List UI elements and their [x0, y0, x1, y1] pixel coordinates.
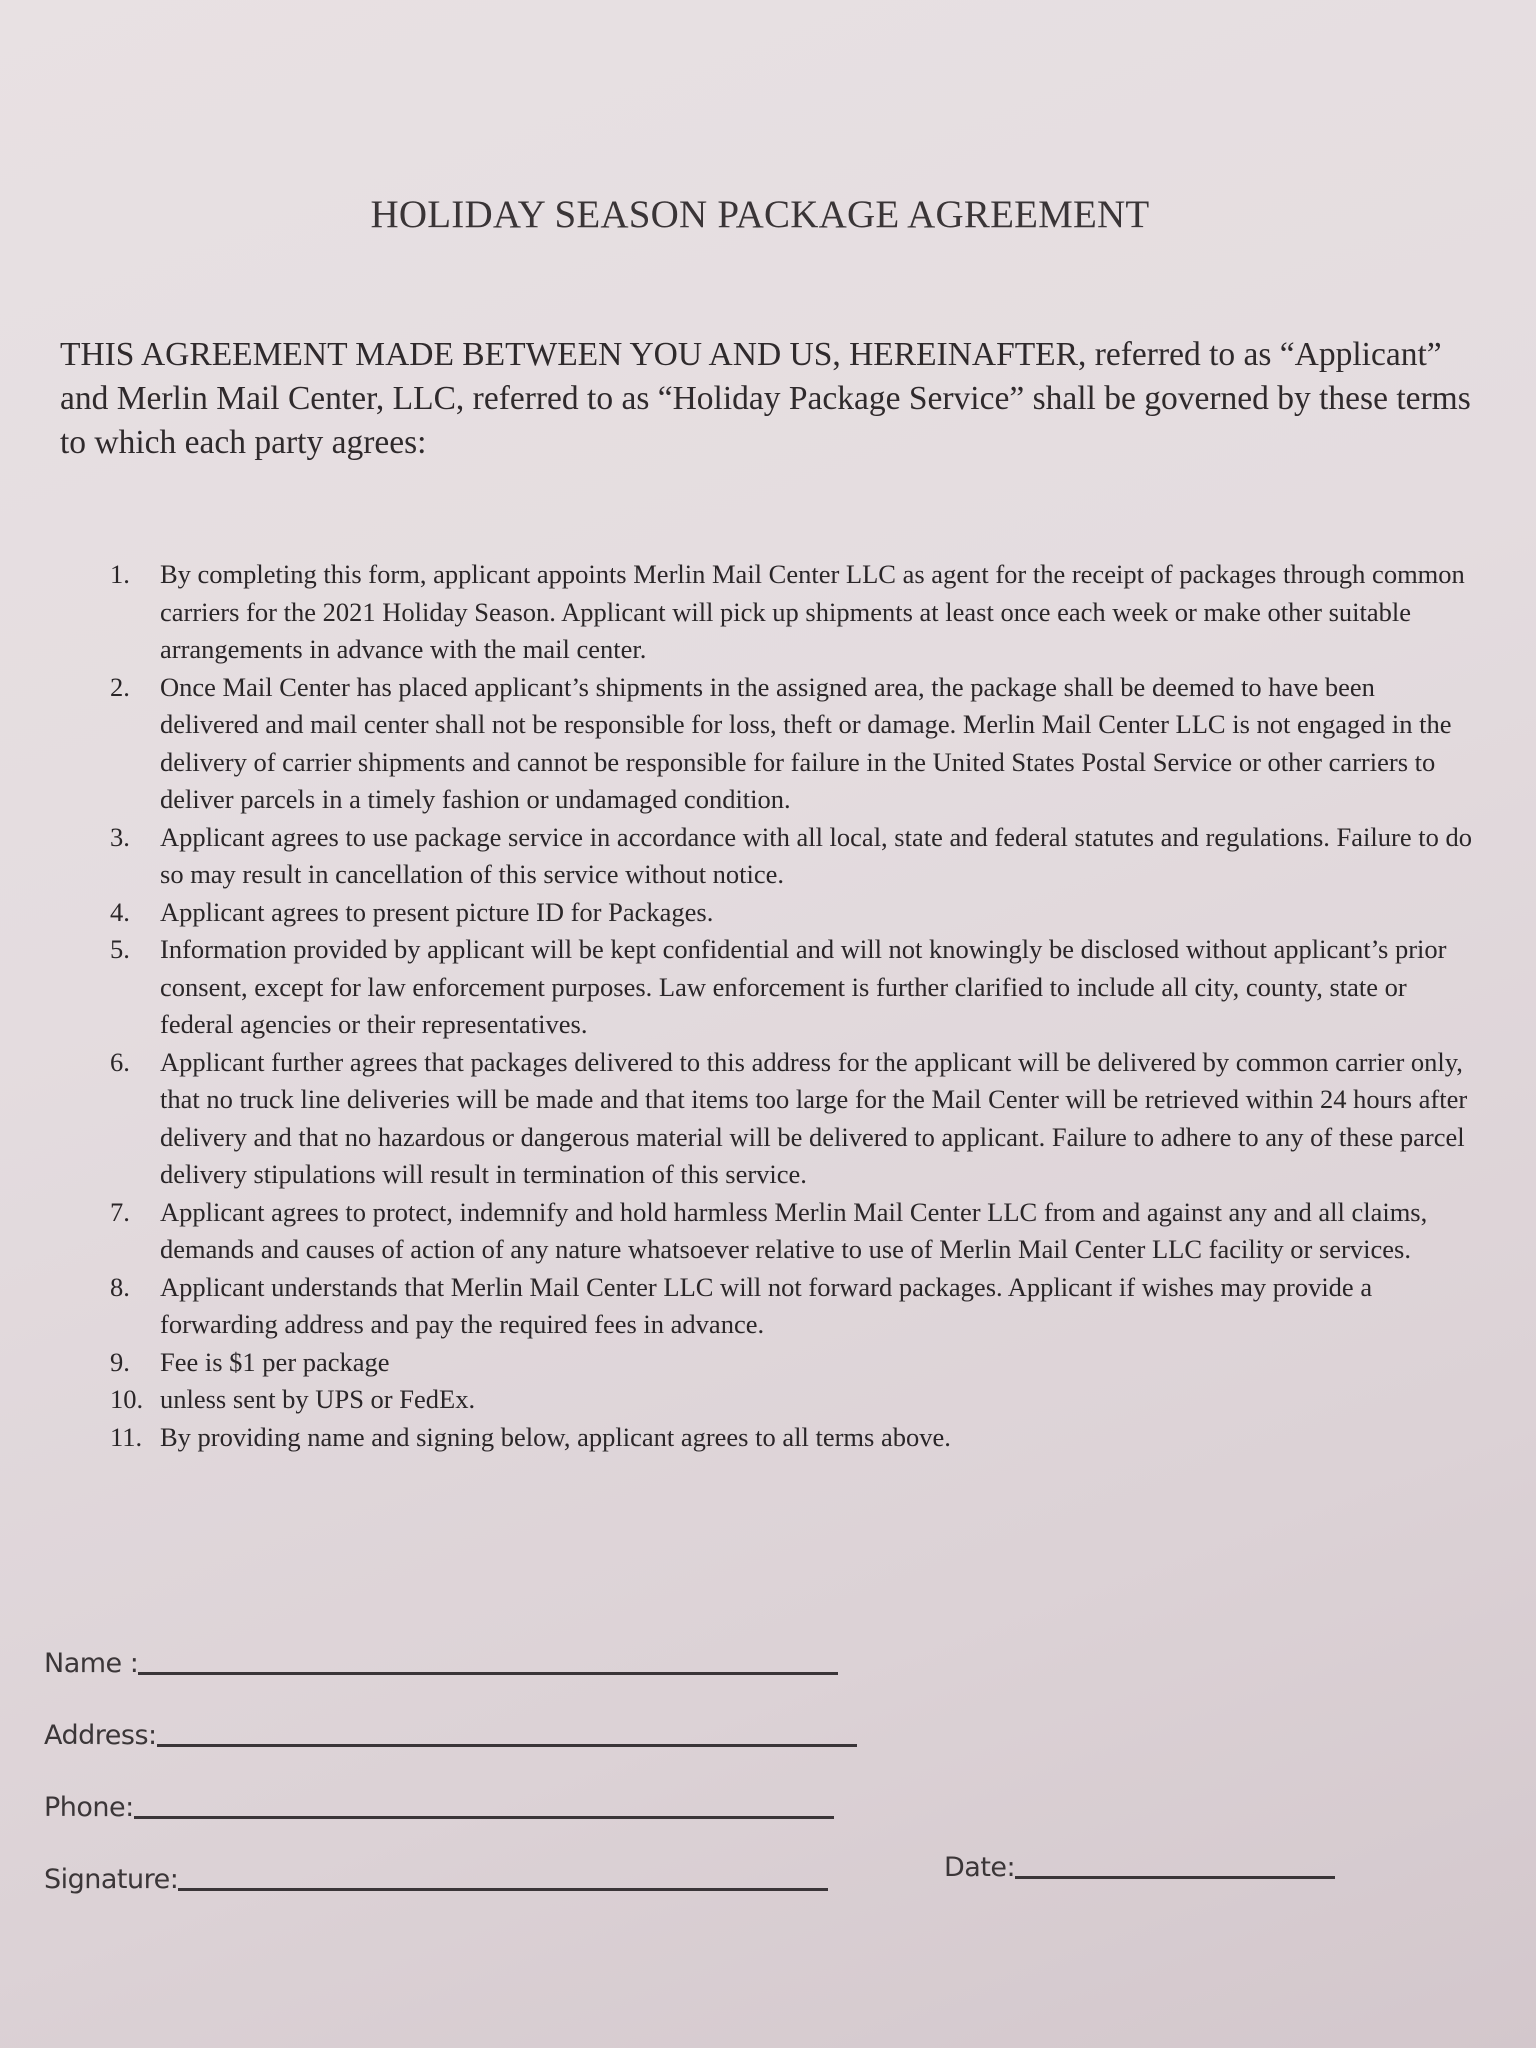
address-input[interactable] [157, 1716, 857, 1747]
term-text: Fee is $1 per package [160, 1346, 390, 1377]
term-item [100, 1194, 1500, 1269]
phone-field [44, 1788, 834, 1823]
date-input[interactable] [1015, 1848, 1335, 1879]
term-item [100, 669, 1500, 819]
term-number: 9. [110, 1346, 130, 1377]
intro-paragraph: THIS AGREEMENT MADE BETWEEN YOU AND US, HEREINAFTER, referred to as “Applicant” and Merlin Mail Center, LLC, referred to as “Holiday Package Service” shall be governed by these terms to which each party agrees: [60, 336, 1471, 461]
address-field [44, 1716, 857, 1751]
signature-field [44, 1860, 828, 1895]
term-text: unless sent by UPS or FedEx. [160, 1384, 476, 1414]
term-item [100, 556, 1500, 669]
term-number: 2. [110, 671, 130, 702]
term-text: Applicant agrees to protect, indemnify and hold harmless Merlin Mail Center LLC from and against any and all claims, demands and causes of action of any nature whatsoever relative to use of Merlin Mail Center LLC facility or services. [160, 1196, 1428, 1264]
term-text: Once Mail Center has placed applicant’s shipments in the assigned area, the package shall be deemed to have been delivered and mail center shall not be responsible for loss, theft or damage. Merlin Mail Center LLC is not engaged in the delivery of carrier shipments and cannot be responsible for failure in the United States Postal Service or other carriers to deliver parcels in a timely fashion or undamaged condition. [160, 671, 1452, 814]
term-number: 11. [110, 1421, 143, 1452]
term-item [100, 819, 1500, 894]
term-text: By providing name and signing below, applicant agrees to all terms above. [160, 1421, 951, 1452]
term-number: 4. [110, 896, 130, 927]
terms-list [100, 556, 1500, 1456]
date-field [944, 1848, 1335, 1883]
term-item [100, 1381, 1500, 1419]
term-text: Applicant agrees to use package service in accordance with all local, state and federal statutes and regulations. Failure to do so may result in cancellation of this service without notice. [160, 821, 1472, 889]
term-number: 8. [110, 1271, 130, 1302]
phone-label: Phone: [44, 1792, 134, 1823]
term-text: By completing this form, applicant appoints Merlin Mail Center LLC as agent for the receipt of packages through common carriers for the 2021 Holiday Season. Applicant will pick up shipments at least once each week or make other suitable arrangements in advance with the mail center. [160, 559, 1465, 664]
term-item [100, 1269, 1500, 1344]
signature-input[interactable] [178, 1860, 828, 1891]
term-number: 10. [110, 1384, 144, 1414]
term-text: Information provided by applicant will be kept confidential and will not knowingly be disclosed without applicant’s prior consent, except for law enforcement purposes. Law enforcement is further clarified to include all city, county, state or federal agencies or their representatives. [160, 934, 1447, 1039]
term-number: 3. [110, 821, 130, 852]
term-text: Applicant further agrees that packages delivered to this address for the applicant will be delivered by common carrier only, that no truck line deliveries will be made and that items too large for the Mail Center will be retrieved within 24 hours after delivery and that no hazardous or dangerous material will be delivered to applicant. Failure to adhere to any of these parcel delivery stipulations will result in termination of this service. [160, 1046, 1468, 1189]
phone-input[interactable] [134, 1788, 834, 1819]
signature-label: Signature: [44, 1864, 179, 1895]
term-number: 7. [110, 1196, 130, 1227]
term-item [100, 1419, 1500, 1457]
name-label: Name : [44, 1648, 139, 1679]
date-label: Date: [944, 1852, 1016, 1883]
term-number: 6. [110, 1046, 130, 1077]
term-text: Applicant understands that Merlin Mail Center LLC will not forward packages. Applicant if wishes may provide a forwarding address and pay the required fees in advance. [160, 1271, 1373, 1339]
term-item [100, 931, 1500, 1044]
term-number: 5. [110, 934, 130, 964]
term-number: 1. [110, 559, 130, 589]
name-input[interactable] [138, 1644, 838, 1675]
term-item [100, 1344, 1500, 1382]
term-item [100, 894, 1500, 932]
name-field [44, 1644, 838, 1679]
term-text: Applicant agrees to present picture ID for Packages. [160, 896, 714, 927]
address-label: Address: [44, 1720, 157, 1751]
term-item [100, 1044, 1500, 1194]
document-title: HOLIDAY SEASON PACKAGE AGREEMENT [370, 193, 1150, 236]
